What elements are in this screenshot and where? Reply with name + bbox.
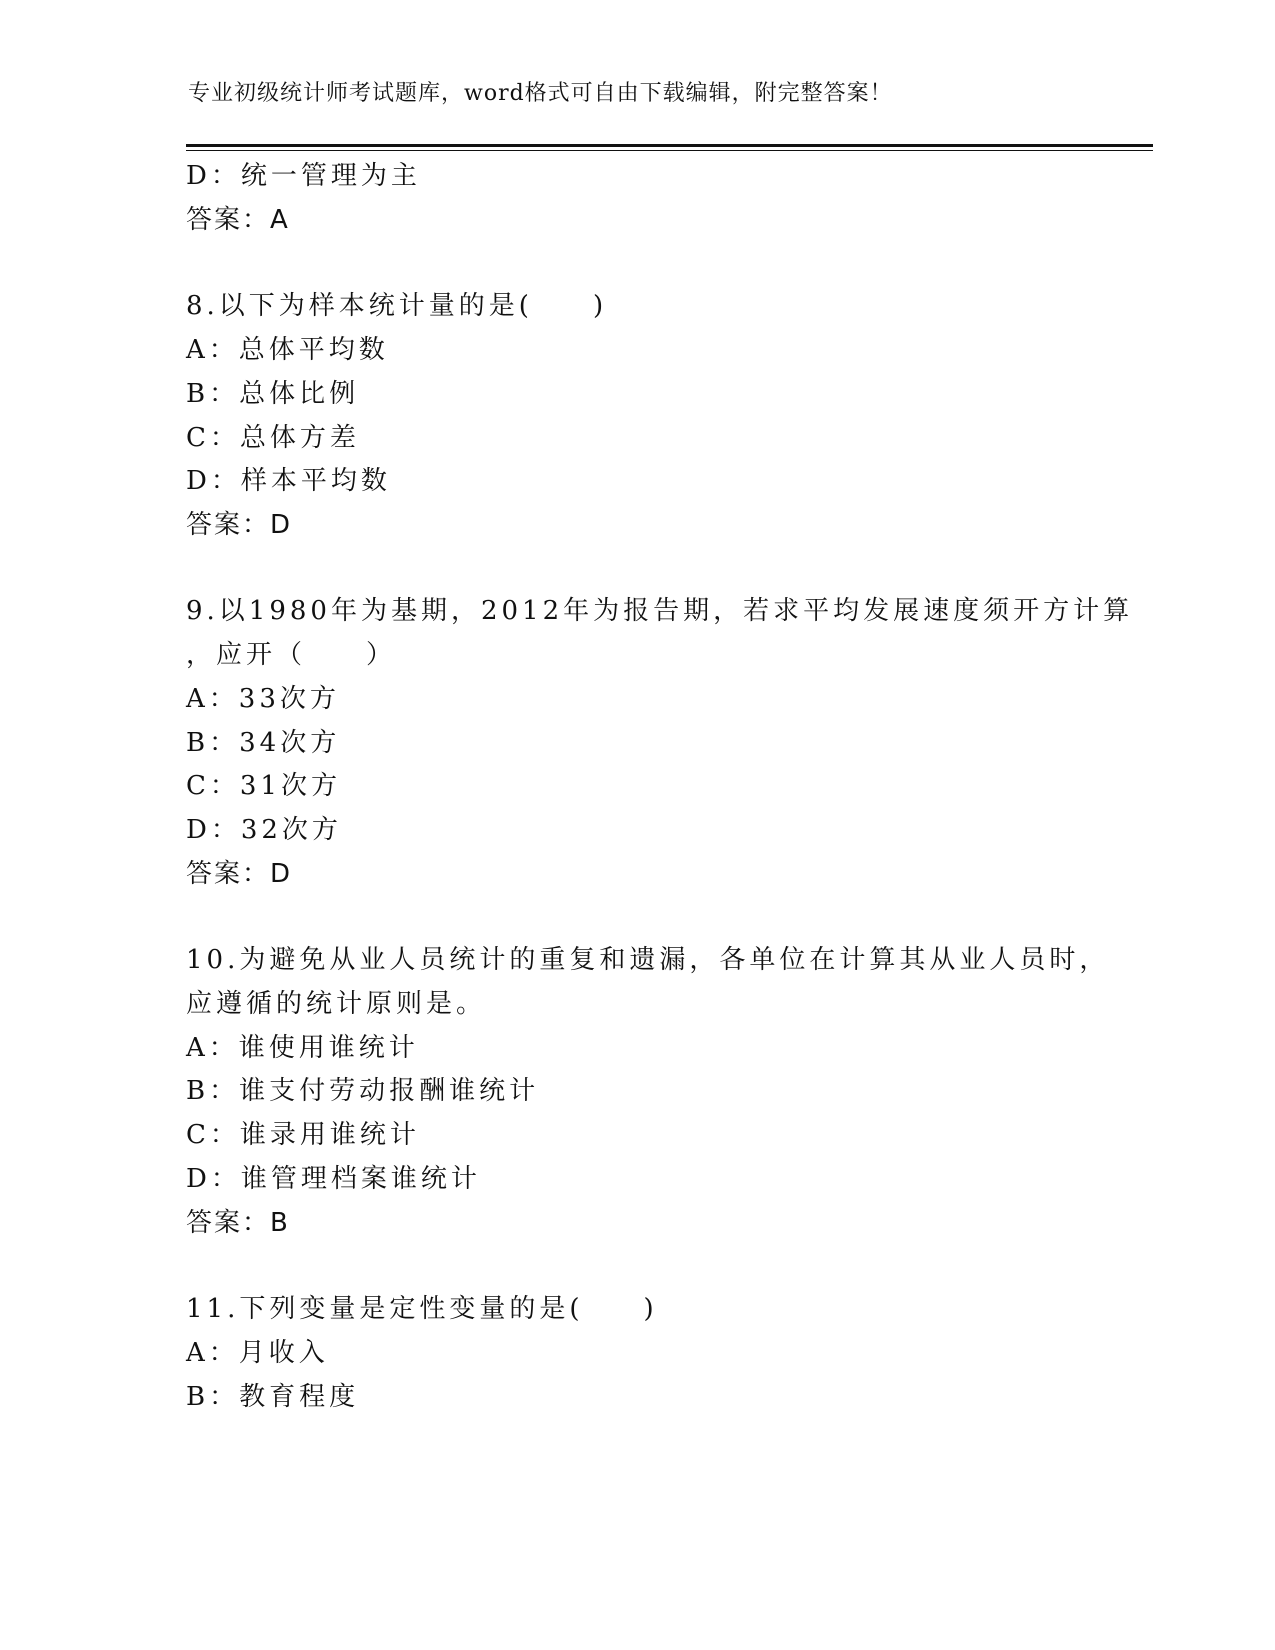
header-rule-thick [186, 144, 1153, 147]
q10-question-line1: 10.为避免从业人员统计的重复和遗漏，各单位在计算其从业人员时， [186, 945, 1110, 975]
q8-option-b: B：总体比例 [186, 379, 360, 409]
prev-answer: 答案：A [186, 205, 290, 235]
q8-option-d: D：样本平均数 [186, 466, 391, 496]
header-rule-thin [186, 150, 1153, 151]
q9-question-line1: 9.以1980年为基期，2012年为报告期，若求平均发展速度须开方计算 [186, 596, 1134, 626]
q9-option-c: C：31次方 [186, 771, 341, 801]
q8-question: 8.以下为样本统计量的是( ) [186, 291, 608, 321]
q10-option-d: D：谁管理档案谁统计 [186, 1164, 481, 1194]
q11-question: 11.下列变量是定性变量的是( ) [186, 1294, 658, 1324]
q9-question-line2: ，应开（ ） [186, 640, 397, 670]
q8-option-c: C：总体方差 [186, 423, 360, 453]
q9-option-d: D：32次方 [186, 815, 342, 845]
q11-option-a: A：月收入 [186, 1338, 329, 1368]
q9-option-b: B：34次方 [186, 728, 341, 758]
q10-option-a: A：谁使用谁统计 [186, 1033, 419, 1063]
q9-option-a: A：33次方 [186, 684, 340, 714]
q11-option-b: B：教育程度 [186, 1382, 360, 1412]
q10-answer: 答案：B [186, 1208, 290, 1238]
q10-option-b: B：谁支付劳动报酬谁统计 [186, 1076, 540, 1106]
prev-option-d: D：统一管理为主 [186, 161, 421, 191]
q10-question-line2: 应遵循的统计原则是。 [186, 989, 487, 1019]
q8-answer: 答案：D [186, 510, 293, 540]
page-header: 专业初级统计师考试题库，word格式可自由下载编辑，附完整答案！ [188, 81, 893, 106]
q10-option-c: C：谁录用谁统计 [186, 1120, 420, 1150]
q9-answer: 答案：D [186, 859, 293, 889]
q8-option-a: A：总体平均数 [186, 335, 389, 365]
